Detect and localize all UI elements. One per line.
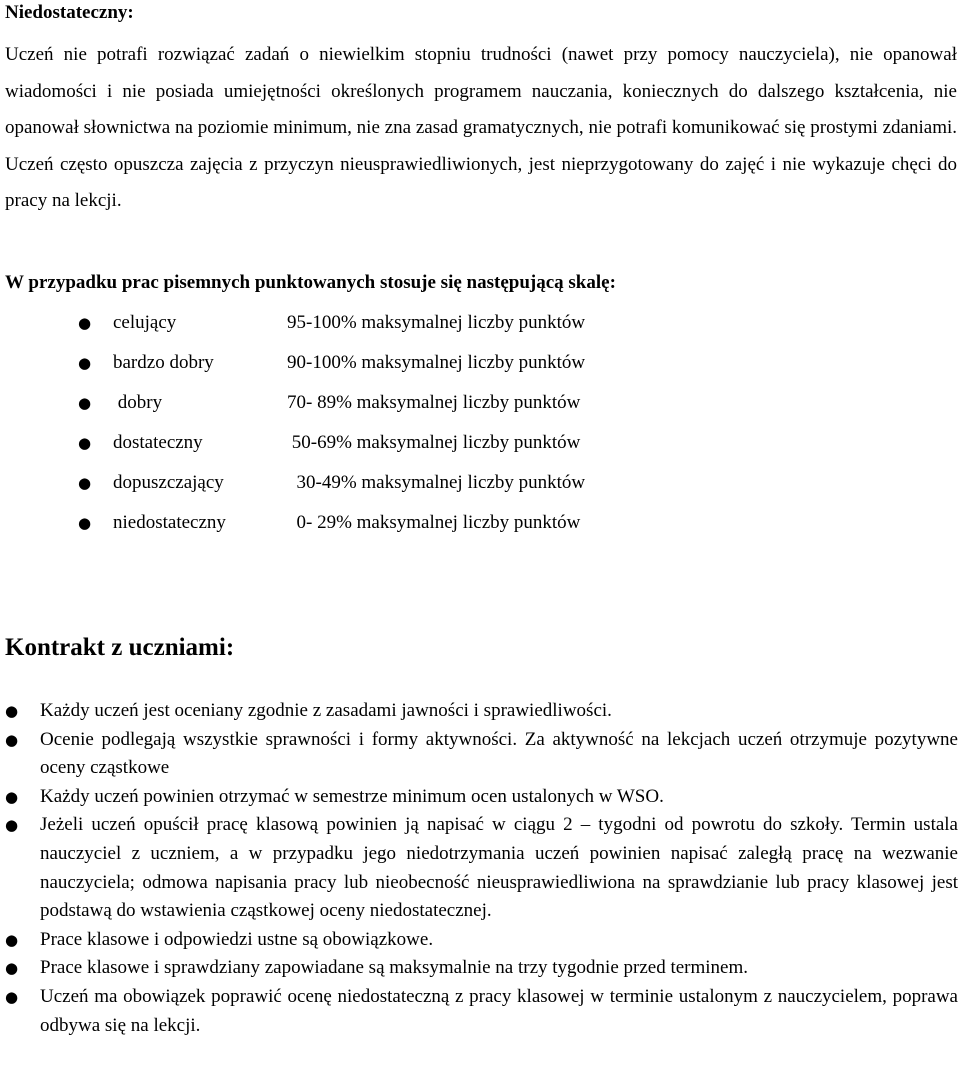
contract-item-text: Każdy uczeń powinien otrzymać w semestrze minimum ocen ustalonych w WSO. <box>40 785 664 807</box>
contract-item-text: Każdy uczeń jest oceniany zgodnie z zasadami jawności i sprawiedliwości. <box>40 700 612 721</box>
bullet-dot-icon: ● <box>78 354 92 372</box>
contract-item <box>0 926 958 955</box>
contract-list <box>0 697 960 1040</box>
scale-range: 70- 89% maksymalnej liczby punktów <box>287 392 581 413</box>
scale-range: 0- 29% maksymalnej liczby punktów <box>287 512 581 533</box>
bullet-dot-icon: ● <box>5 930 19 949</box>
scale-range: 50-69% maksymalnej liczby punktów <box>287 432 581 453</box>
bullet-dot-icon: ● <box>78 474 92 492</box>
scale-grade: celujący <box>113 312 177 333</box>
contract-item-text: Prace klasowe i sprawdziany zapowiadane są maksymalnie na trzy tygodnie przed terminem. <box>40 957 749 979</box>
bullet-dot-icon: ● <box>5 987 19 1006</box>
grade-fail-title: Niedostateczny: <box>5 2 134 23</box>
bullet-dot-icon: ● <box>78 434 92 452</box>
contract-item <box>0 697 958 726</box>
scale-grade: dobry <box>113 392 163 413</box>
scale-range: 90-100% maksymalnej liczby punktów <box>287 352 586 373</box>
bullet-dot-icon: ● <box>5 787 19 806</box>
bullet-dot-icon: ● <box>5 730 19 749</box>
scale-range: 95-100% maksymalnej liczby punktów <box>287 312 586 333</box>
bullet-dot-icon: ● <box>78 514 92 532</box>
scale-grade: niedostateczny <box>113 512 226 533</box>
bullet-dot-icon: ● <box>78 314 92 332</box>
contract-item <box>0 783 958 812</box>
scale-grade: dostateczny <box>113 432 203 453</box>
contract-item-text: Uczeń ma obowiązek poprawić ocenę niedostateczną z pracy klasowej w terminie ustalonym z nauczycielem, poprawa odbywa się na lekcji. <box>40 985 958 1036</box>
contract-item <box>0 954 958 983</box>
grade-fail-description: Uczeń nie potrafi rozwiązać zadań o niewielkim stopniu trudności (nawet przy pomocy nauczyciela), nie opanował wiadomości i nie posiada umiejętności określonych programem nauczania, koniecznych do dalszego kształcenia, nie opanował słownictwa na poziomie minimum, nie zna zasad gramatycznych, nie potrafi komunikować się prostymi zdaniami. Uczeń często opuszcza zajęcia z przyczyn nieusprawiedliwionych, jest nieprzygotowany do zajęć i nie wykazuje chęci do pracy na lekcji. <box>5 44 957 211</box>
contract-item <box>0 811 958 925</box>
contract-heading: Kontrakt z uczniami: <box>5 634 235 661</box>
scale-grade: dopuszczający <box>113 472 224 493</box>
grading-scale-heading: W przypadku prac pisemnych punktowanych stosuje się następującą skalę: <box>5 272 616 293</box>
contract-item <box>0 726 958 783</box>
bullet-dot-icon: ● <box>78 394 92 412</box>
bullet-dot-icon: ● <box>5 959 19 978</box>
scale-grade: bardzo dobry <box>113 352 214 373</box>
contract-item-text: Jeżeli uczeń opuścił pracę klasową powinien ją napisać w ciągu 2 – tygodni od powrotu do szkoły. Termin ustala nauczyciel z uczniem, a w przypadku jego niedotrzymania uczeń powinien napisać zaległą pracę na wezwanie nauczyciela; odmowa napisania pracy lub nieobecność nieusprawiedliwiona na sprawdzianie lub pracy klasowej jest podstawą do wstawienia cząstkowej oceny niedostatecznej. <box>40 814 958 922</box>
bullet-dot-icon: ● <box>5 702 19 720</box>
scale-range: 30-49% maksymalnej liczby punktów <box>287 472 586 493</box>
contract-item-text: Prace klasowe i odpowiedzi ustne są obowiązkowe. <box>40 928 434 950</box>
bullet-dot-icon: ● <box>5 816 19 835</box>
contract-item <box>0 983 958 1040</box>
contract-item-text: Ocenie podlegają wszystkie sprawności i formy aktywności. Za aktywność na lekcjach uczeń otrzymuje pozytywne oceny cząstkowe <box>40 728 958 779</box>
